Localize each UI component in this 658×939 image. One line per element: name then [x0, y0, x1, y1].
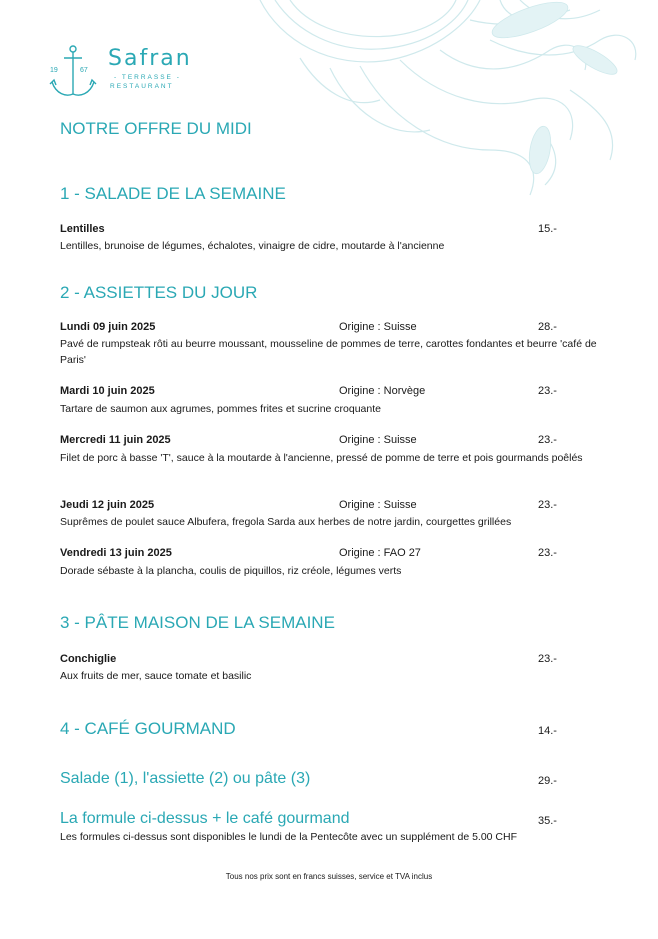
formule-price-1: 29.-	[538, 775, 557, 787]
formule-line-1: Salade (1), l'assiette (2) ou pâte (3)	[60, 770, 311, 787]
item-date: Lundi 09 juin 2025	[60, 321, 156, 333]
item-description: Suprêmes de poulet sauce Albufera, fregola Sarda aux herbes de notre jardin, courgettes grillées	[60, 516, 512, 528]
section-heading-cafe: 4 - CAFÉ GOURMAND	[60, 719, 236, 738]
item-price: 23.-	[538, 434, 557, 446]
formule-note: Les formules ci-dessus sont disponibles le lundi de la Pentecôte avec un supplément de 5.00 CHF	[60, 831, 518, 843]
formule-price-2: 35.-	[538, 815, 557, 827]
salade-description: Lentilles, brunoise de légumes, échalotes, vinaigre de cidre, moutarde à l'ancienne	[60, 240, 445, 252]
pate-description: Aux fruits de mer, sauce tomate et basilic	[60, 670, 252, 682]
item-origin: Origine : FAO 27	[339, 547, 421, 559]
cafe-price: 14.-	[538, 725, 557, 737]
item-price: 23.-	[538, 385, 557, 397]
restaurant-logo	[48, 44, 208, 100]
item-price: 23.-	[538, 547, 557, 559]
formule-line-2: La formule ci-dessus + le café gourmand	[60, 810, 350, 827]
logo-year-left: 19	[50, 67, 58, 74]
salade-title: Lentilles	[60, 223, 105, 235]
price-footnote: Tous nos prix sont en francs suisses, service et TVA inclus	[225, 872, 433, 881]
pate-title: Conchiglie	[60, 653, 117, 665]
logo-subtitle-restaurant: RESTAURANT	[110, 83, 174, 90]
item-date: Jeudi 12 juin 2025	[60, 499, 155, 511]
item-date: Vendredi 13 juin 2025	[60, 547, 172, 559]
pate-price: 23.-	[538, 653, 557, 665]
logo-name: Safran	[108, 46, 192, 71]
item-origin: Origine : Suisse	[339, 321, 417, 333]
item-description: Tartare de saumon aux agrumes, pommes frites et sucrine croquante	[60, 403, 381, 415]
section-heading-salade: 1 - SALADE DE LA SEMAINE	[60, 184, 286, 203]
item-price: 23.-	[538, 499, 557, 511]
item-date: Mercredi 11 juin 2025	[60, 434, 171, 446]
item-price: 28.-	[538, 321, 557, 333]
item-origin: Origine : Suisse	[339, 499, 417, 511]
item-description: Pavé de rumpsteak rôti au beurre moussant, mousseline de pommes de terre, carottes fondantes et beurre 'café de Paris'	[60, 338, 597, 366]
page-title: NOTRE OFFRE DU MIDI	[60, 119, 252, 138]
section-heading-pate: 3 - PÂTE MAISON DE LA SEMAINE	[60, 613, 335, 632]
item-description: Dorade sébaste à la plancha, coulis de piquillos, riz créole, légumes verts	[60, 565, 402, 577]
item-origin: Origine : Suisse	[339, 434, 417, 446]
section-heading-assiettes: 2 - ASSIETTES DU JOUR	[60, 283, 258, 302]
item-date: Mardi 10 juin 2025	[60, 385, 155, 397]
item-description: Filet de porc à basse 'T', sauce à la moutarde à l'ancienne, pressé de pomme de terre et pois gourmands poêlés	[60, 452, 583, 464]
item-origin: Origine : Norvège	[339, 385, 426, 397]
logo-subtitle-terrasse: - TERRASSE -	[114, 74, 181, 81]
salade-price: 15.-	[538, 223, 557, 235]
logo-year-right: 67	[80, 67, 88, 74]
jellyfish-illustration	[240, 0, 658, 200]
